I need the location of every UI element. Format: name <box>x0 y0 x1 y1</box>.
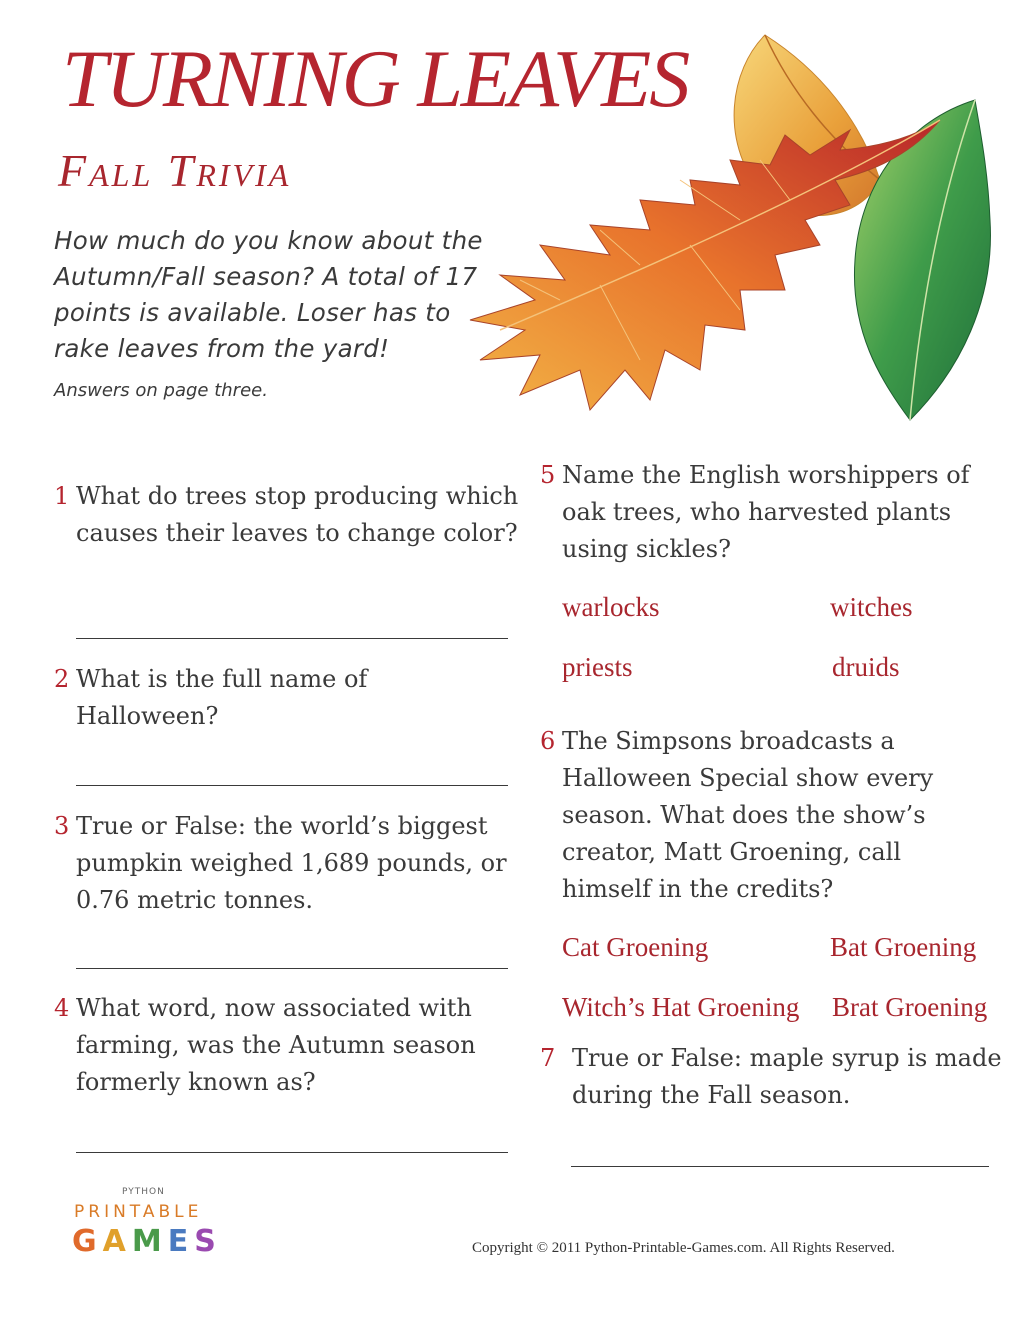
answers-note: Answers on page three. <box>54 380 268 401</box>
question-6 <box>540 723 992 908</box>
page-title: TURNING LEAVES <box>62 33 689 124</box>
question-text: The Simpsons broadcasts a Halloween Special show every season. What does the show’s creator, Matt Groening, call himself in the credits? <box>562 727 934 903</box>
q6-option-bat-groening[interactable]: Bat Groening <box>830 932 977 962</box>
q6-option-witchs-hat-groening[interactable]: Witch’s Hat Groening <box>562 992 800 1022</box>
question-text: What word, now associated with farming, was the Autumn season formerly known as? <box>76 994 476 1096</box>
intro-text: How much do you know about the Autumn/Fall season? A total of 17 points is available. Loser has to rake leaves from the yard! <box>54 226 483 363</box>
q5-option-druids[interactable]: druids <box>832 652 900 682</box>
question-3 <box>54 808 546 919</box>
question-number: 4 <box>54 994 70 1022</box>
q6-option-cat-groening[interactable]: Cat Groening <box>562 932 709 962</box>
answer-line-7[interactable] <box>571 1166 989 1167</box>
answer-line-2[interactable] <box>76 785 508 786</box>
question-1 <box>54 478 536 552</box>
logo-printable-text: PRINTABLE <box>74 1202 203 1222</box>
q5-option-warlocks[interactable]: warlocks <box>562 592 660 622</box>
question-number: 7 <box>540 1044 556 1072</box>
q6-option-brat-groening[interactable]: Brat Groening <box>832 992 988 1022</box>
question-text: Name the English worshippers of oak trees, who harvested plants using sickles? <box>562 461 970 563</box>
autumn-leaves-illustration <box>440 30 1000 450</box>
question-2 <box>54 661 476 735</box>
logo-games <box>72 1224 222 1259</box>
question-number: 1 <box>54 482 70 510</box>
copyright-text: Copyright © 2011 Python-Printable-Games.com. All Rights Reserved. <box>472 1240 895 1256</box>
logo-letter: E <box>167 1224 195 1259</box>
question-text: True or False: the world’s biggest pumpkin weighed 1,689 pounds, or 0.76 metric tonnes. <box>76 812 507 914</box>
q5-option-witches[interactable]: witches <box>830 592 913 622</box>
question-number: 2 <box>54 665 70 693</box>
question-text: True or False: maple syrup is made during the Fall season. <box>572 1044 1002 1109</box>
answer-line-4[interactable] <box>76 1152 508 1153</box>
question-7 <box>540 1040 1020 1114</box>
answer-line-1[interactable] <box>76 638 508 639</box>
question-number: 3 <box>54 812 70 840</box>
logo-letter: M <box>131 1224 168 1259</box>
q5-option-priests[interactable]: priests <box>562 652 633 682</box>
question-5 <box>540 457 1012 568</box>
logo-letter: G <box>72 1224 103 1259</box>
question-text: What is the full name of Halloween? <box>76 665 368 730</box>
logo-letter: S <box>194 1224 222 1259</box>
question-number: 6 <box>540 727 556 755</box>
answer-line-3[interactable] <box>76 968 508 969</box>
question-text: What do trees stop producing which causes their leaves to change color? <box>76 482 519 547</box>
page-subtitle: Fall Trivia <box>58 145 292 196</box>
logo-python-text: PYTHON <box>122 1187 165 1197</box>
question-4 <box>54 990 536 1101</box>
question-number: 5 <box>540 461 556 489</box>
logo-letter: A <box>102 1224 132 1259</box>
